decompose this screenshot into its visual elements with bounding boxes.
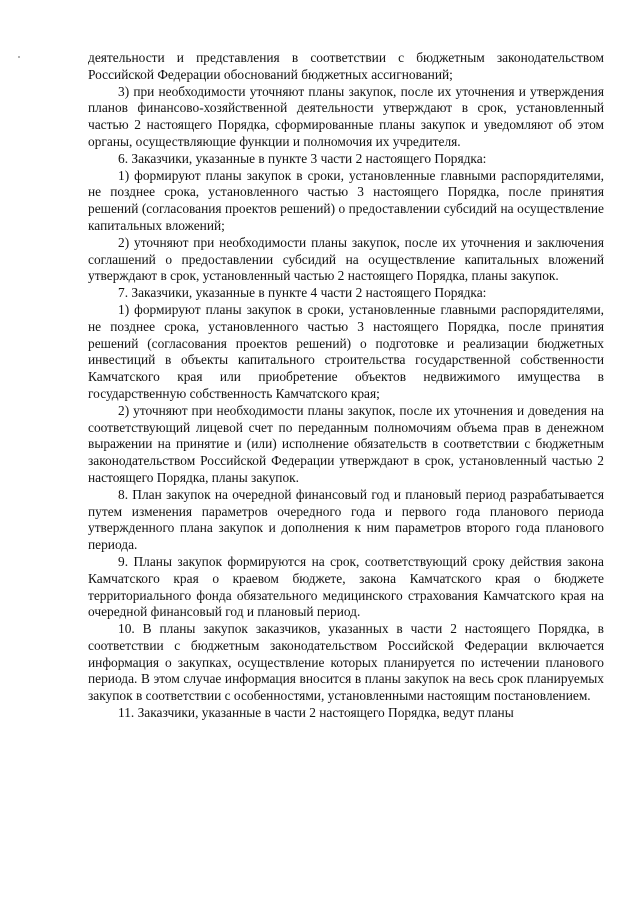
paragraph-point-7: 7. Заказчики, указанные в пункте 4 части 2 настоящего Порядка: <box>118 285 487 301</box>
paragraph-item-7-2: 2) уточняют при необходимости планы закупок, после их уточнения и доведения на соответствующий лицевой счет по переданным полномочиям объема прав в денежном выражении на принятие и (или) исполнение обязательств в соответствии с бюджетным законодательством Российской Федерации утверждают в срок, установленный частью 2 настоящего Порядка, планы закупок. <box>88 402 604 485</box>
document-page <box>88 50 604 722</box>
paragraph-item-5-3: 3) при необходимости уточняют планы закупок, после их уточнения и утверждения планов финансово-хозяйственной деятельности утверждают в срок, установленный частью 2 настоящего Порядка, сформированные планы закупок и уведомляют об этом органы, осуществляющие функции и полномочия их учредителя. <box>88 83 604 149</box>
paragraph-point-6: 6. Заказчики, указанные в пункте 3 части 2 настоящего Порядка: <box>118 150 487 166</box>
paragraph-item-7-1: 1) формируют планы закупок в сроки, установленные главными распорядителями, не позднее срока, установленного частью 3 настоящего Порядка, после принятия решений (согласования проектов решений) о подготовке и реализации бюджетных инвестиций в объекты капитального строительства государственной собственности Камчатского края или приобретение объектов недвижимого имущества в государственную собственность Камчатского края; <box>88 301 604 401</box>
paragraph-point-11: 11. Заказчики, указанные в части 2 настоящего Порядка, ведут планы <box>118 705 514 721</box>
paragraph-point-10: 10. В планы закупок заказчиков, указанных в части 2 настоящего Порядка, в соответствии с бюджетным законодательством Российской Федерации включается информация о закупках, осуществление которых планируется по истечении планового периода. В этом случае информация вносится в планы закупок на весь срок планируемых закупок в соответствии с особенностями, установленными настоящим постановлением. <box>88 621 604 704</box>
paragraph-continuation: деятельности и представления в соответствии с бюджетным законодательством Российской Федерации обоснований бюджетных ассигнований; <box>88 50 604 82</box>
paragraph-item-6-2: 2) уточняют при необходимости планы закупок, после их уточнения и заключения соглашений о предоставлении субсидий на осуществление капитальных вложений утверждают в срок, установленный частью 2 настоящего Порядка, планы закупок. <box>88 234 604 284</box>
paragraph-point-8: 8. План закупок на очередной финансовый год и плановый период разрабатывается путем изменения параметров очередного года и первого года планового периода утвержденного плана закупок и дополнения к ним параметров второго года планового периода. <box>88 486 604 553</box>
paragraph-item-6-1: 1) формируют планы закупок в сроки, установленные главными распорядителями, не позднее срока, установленного частью 3 настоящего Порядка, после принятия решений (согласования проектов решений) о предоставлении субсидий на осуществление капитальных вложений; <box>88 167 604 233</box>
scan-speck <box>18 56 20 58</box>
paragraph-point-9: 9. Планы закупок формируются на срок, соответствующий сроку действия закона Камчатского края о краевом бюджете, закона Камчатского края о бюджете территориального фонда обязательного медицинского страхования Камчатского края на очередной финансовый год и плановый период. <box>88 553 604 620</box>
